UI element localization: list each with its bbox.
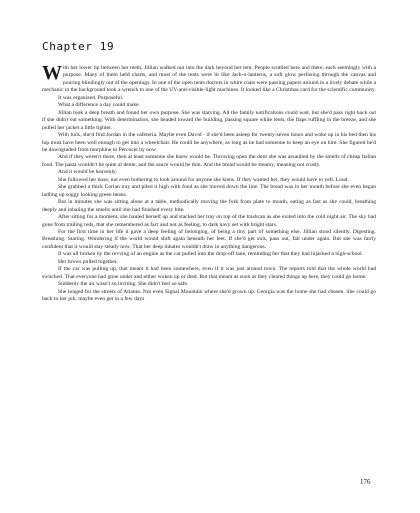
paragraph: And if they weren't there, then at least someone she knew would be. Throwing open the door she was assaulted by the smells of cheap Italian food. The pasta wouldn't be quite al dente, and the sauce would be thin. And the bread would be steamy, meaning not crusty. [42,154,376,168]
paragraph: For the first time in her life it gave a deep feeling of belonging, of being a tiny part of something else. Jillian stood silently. Digesting. Breathing. Staring. Wondering if the world would shift again beneath her feet. If she'd get sick, pass out, fall under again. But she was fairly confident that it would stay steady now. That her deep inhales wouldn't draw in anything dangerous. [42,228,376,250]
paragraph: Her brows pulled together. [58,258,118,265]
paragraph: If the car was pulling up, that meant it had been somewhere, even if it was just around town. The reports told that the whole world had switched. That everyone had gone under and either woken up or died. But that meant as soon as they cleared things up here, they could go home. [42,266,376,280]
paragraph: What a difference a day could make. [58,102,141,109]
paragraph: After sitting for a moment, she hauled herself up and stacked her tray on top of the trashcan as she exited into the cold night air. The sky had gone from trailing reds, that she remembered as fact and not as feeling, to dark navy set with bright stars. [42,214,376,228]
paragraph: She longed for the streets of Atlanta. Not even Signal Mountain where she'd grown up. Georgia was the home she had chosen. She could go back to her job, maybe even get in a few days [42,288,376,303]
chapter-body [42,62,376,304]
paragraph: She grabbed a thick Corian tray and piled it high with food as she moved down the line. The bread was in her mouth before she even began ladling up soggy looking green beans. [42,184,376,198]
paragraph: But in minutes she was sitting alone at a table, methodically moving the fork from plate to mouth, eating as fast as she could, breathing deeply and inhaling the smells until she had finished every bite. [42,199,376,213]
paragraph: With luck, she'd find Jordan in the cafeteria. Maybe even David - if she'd been asleep for twenty-seven hours and woke up in his bed then his hip must have been well enough to get into a wheelchair. He could be anywhere, as long as he had someone to keep an eye on him. She figured he'd be downgraded from morphine to Percocet by now. [42,132,376,153]
paragraph: Jillian took a deep breath and found her own purpose. She was starving. All the family notifications could wait, but she'd pass right back out if she didn't eat something. With determination, she headed toward the building, passing square white tents, the flaps ruffling in the breeze, and she pulled her jacket a little tighter. [42,109,376,131]
chapter-heading: Chapter 19 [42,40,115,53]
paragraph: It was all broken by the revving of an engine as the car pulled into the drop-off lane, reminding her that they had hijacked a high-school. [58,251,364,258]
page-number: 176 [360,478,371,486]
paragraph: And it would be heavenly. [58,169,117,176]
paragraph: Suddenly the air wasn't so inviting. She didn't feel so safe. [58,281,189,288]
paragraph: She followed her nose, not even bothering to look around for anyone she knew. If they wanted her, they would have to yell. Loud. [58,176,349,183]
paragraph: It was organized. Purposeful. [58,94,124,101]
paragraph: With her lower lip between her teeth, Jillian walked out into the dark beyond her tent. People scuttled here and there, each seemingly with a purpose. Many of them held charts, and most of the tents were lit like Jack-o-lanterns, a soft glow perfusing through the canvas and pouring blindingly out of the openings. In one of the open tents doctors in white coats were passing papers around in a lively debate while a mechanic in the background took a wrench to one of the UV-and-visible-light machines. It looked like a Christmas card for the scientific community. [42,62,376,94]
drop-cap: W [42,62,62,84]
